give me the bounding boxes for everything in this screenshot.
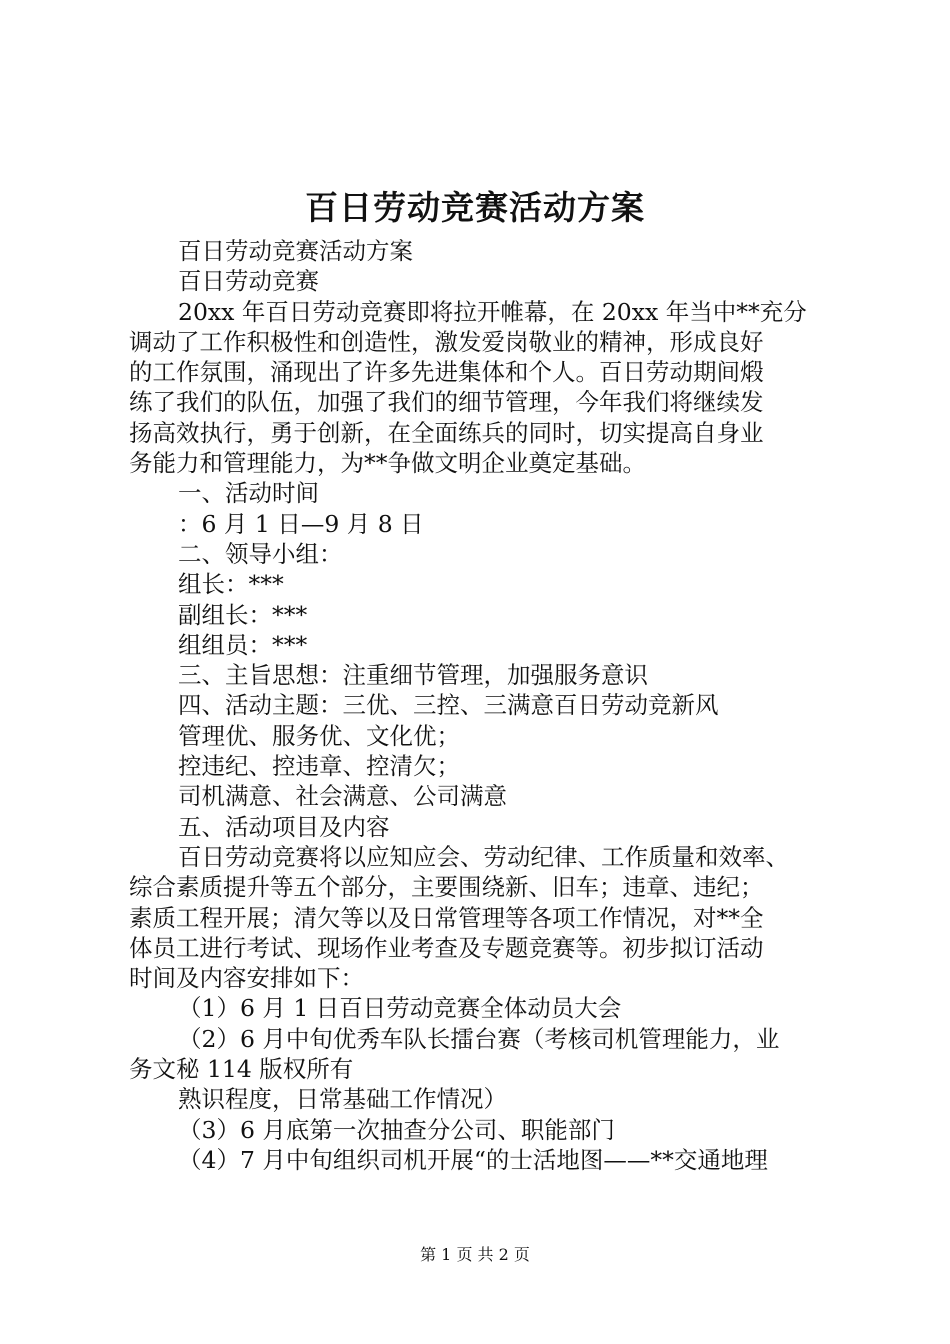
paragraph-line: 体员工进行考试、现场作业考查及专题竞赛等。初步拟订活动	[129, 933, 764, 962]
paragraph-line: 综合素质提升等五个部分，主要围绕新、旧车；违章、违纪；	[129, 873, 764, 902]
paragraph-line: 务能力和管理能力，为**争做文明企业奠定基础。	[129, 449, 646, 478]
paragraph-line: 控违纪、控违章、控清欠；	[178, 752, 460, 781]
paragraph-line: 扬高效执行，勇于创新，在全面练兵的同时，切实提高自身业	[129, 418, 764, 447]
paragraph-line: 百日劳动竞赛	[178, 267, 319, 296]
paragraph-line: ：6 月 1 日—9 月 8 日	[178, 509, 424, 538]
paragraph-line: 百日劳动竞赛活动方案	[178, 237, 413, 265]
paragraph-line: 熟识程度，日常基础工作情况）	[178, 1085, 507, 1114]
document-body	[129, 236, 835, 1175]
paragraph-line: （2）6 月中旬优秀车队长擂台赛（考核司机管理能力，业	[178, 1024, 780, 1053]
paragraph-line: 三、主旨思想：注重细节管理，加强服务意识	[178, 661, 648, 690]
paragraph-line: （4）7 月中旬组织司机开展“的士活地图——**交通地理	[178, 1145, 768, 1174]
paragraph-line: 组组员：***	[178, 630, 308, 659]
paragraph-line: 时间及内容安排如下：	[129, 964, 364, 993]
paragraph-line: 司机满意、社会满意、公司满意	[178, 782, 507, 811]
document-title: 百日劳动竞赛活动方案	[305, 188, 645, 227]
paragraph-line: 百日劳动竞赛将以应知应会、劳动纪律、工作质量和效率、	[178, 842, 789, 871]
paragraph-line: 四、活动主题：三优、三控、三满意百日劳动竞新风	[178, 691, 719, 720]
paragraph-line: 二、领导小组：	[178, 539, 343, 568]
paragraph-line: 副组长：***	[178, 600, 308, 629]
paragraph-line: 一、活动时间	[178, 479, 319, 508]
paragraph-line: 务文秘 114 版权所有	[129, 1055, 354, 1084]
paragraph-line: 20xx 年百日劳动竞赛即将拉开帷幕，在 20xx 年当中**充分	[178, 297, 807, 326]
page-footer: 第 1 页 共 2 页	[420, 1245, 530, 1264]
paragraph-line: 管理优、服务优、文化优；	[178, 721, 460, 750]
paragraph-line: 五、活动项目及内容	[178, 812, 390, 841]
paragraph-line: 调动了工作积极性和创造性，激发爱岗敬业的精神，形成良好	[129, 327, 764, 356]
paragraph-line: （1）6 月 1 日百日劳动竞赛全体动员大会	[178, 994, 622, 1023]
paragraph-line: 组长：***	[178, 570, 284, 599]
paragraph-line: 素质工程开展；清欠等以及日常管理等各项工作情况，对**全	[129, 903, 764, 932]
paragraph-line: （3）6 月底第一次抽查分公司、职能部门	[178, 1115, 615, 1144]
paragraph-line: 的工作氛围，涌现出了许多先进集体和个人。百日劳动期间煅	[129, 358, 764, 387]
paragraph-line: 练了我们的队伍，加强了我们的细节管理，今年我们将继续发	[129, 388, 764, 417]
